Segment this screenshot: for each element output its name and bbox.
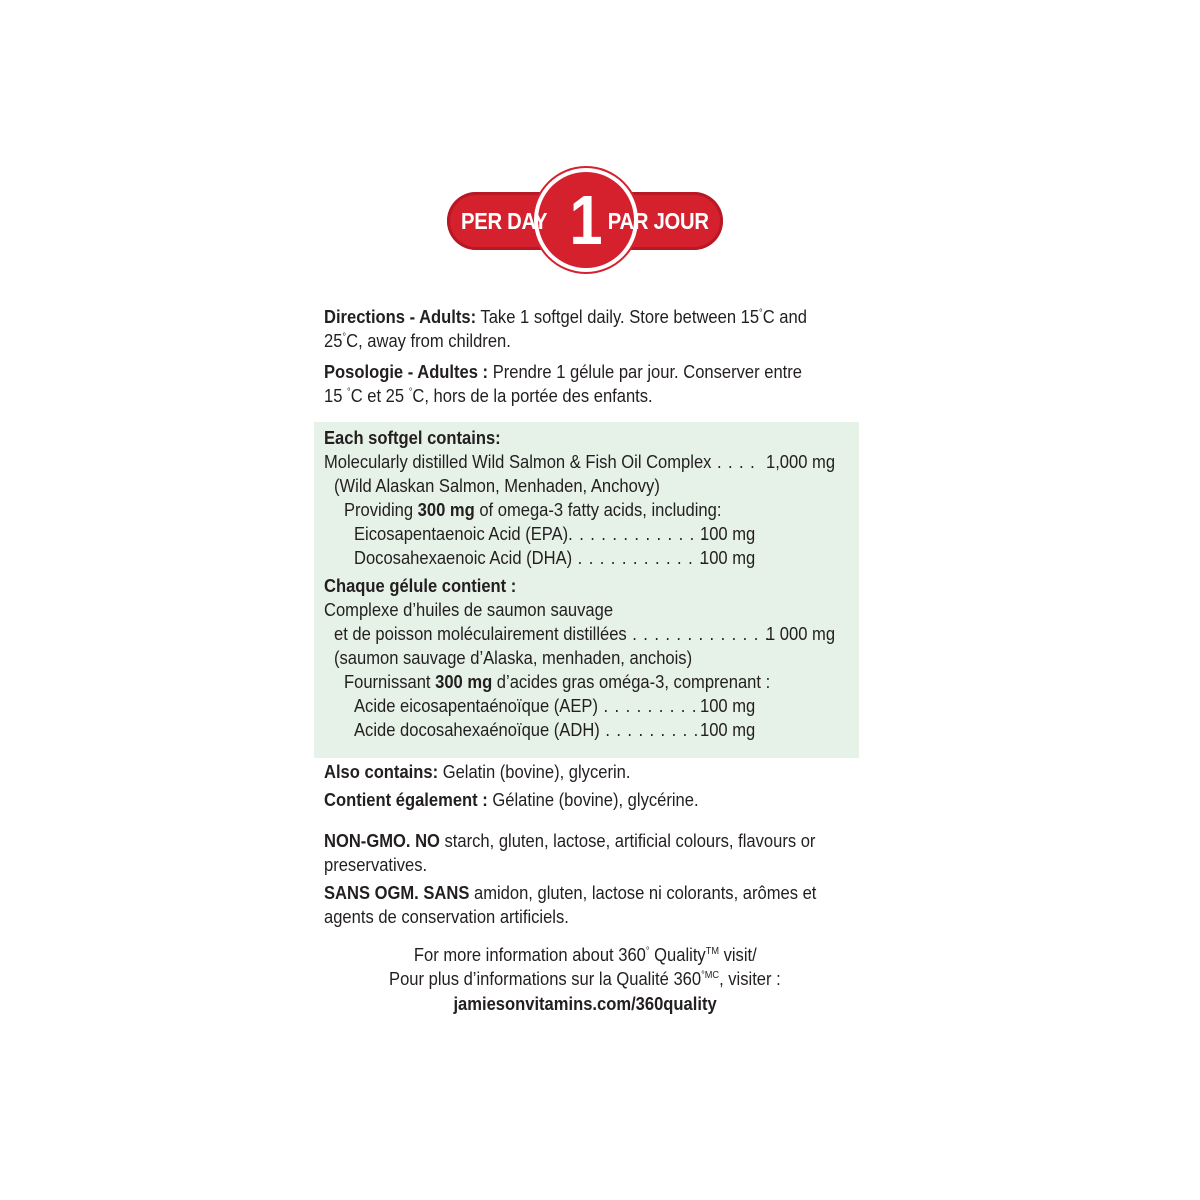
- providing-text: Fournissant: [344, 672, 436, 692]
- ingredient-amount: 100 mg: [700, 524, 756, 544]
- posologie-text: C et 25: [350, 386, 409, 406]
- ingredient-sources-english: (Wild Alaskan Salmon, Menhaden, Anchovy): [334, 476, 660, 496]
- also-contains-french: [324, 788, 731, 812]
- footer-text: Pour plus d’informations sur la Qualité 360: [389, 969, 702, 989]
- also-contains-english: [324, 760, 657, 784]
- degree-sign: °: [408, 387, 413, 398]
- providing-text: Providing: [344, 500, 418, 520]
- badge-label-french: PAR JOUR: [608, 208, 709, 234]
- ingredient-sources-french: (saumon sauvage d’Alaska, menhaden, anchois): [334, 648, 693, 668]
- non-gmo-claims-english: NON-GMO. NO starch, gluten, lactose, artificial colours, flavours or preservatives.: [324, 831, 816, 875]
- directions-english: [324, 305, 849, 353]
- leader-dots: . . . . . . . . . . . .: [572, 548, 705, 568]
- ingredients-heading-english: [324, 426, 516, 450]
- also-label: Contient également :: [324, 790, 488, 810]
- ingredient-name: Eicosapentaenoic Acid (EPA): [354, 524, 569, 544]
- degree-sign: °: [342, 332, 347, 343]
- providing-amount: 300 mg: [417, 500, 475, 520]
- ingredient-name: Molecularly distilled Wild Salmon & Fish Oil Complex: [324, 452, 712, 472]
- ingredient-name: Docosahexaenoic Acid (DHA): [354, 548, 573, 568]
- ingredient-complex-french-cont: [334, 622, 808, 646]
- ingredient-epa: [354, 522, 737, 546]
- degree-sign: °: [759, 308, 763, 319]
- footer-url[interactable]: [300, 992, 870, 1016]
- leader-dots: . . . . . . . . .: [597, 696, 698, 716]
- ingredient-aep: [354, 694, 727, 718]
- omega3-providing-french: [344, 670, 807, 694]
- trademark-sign: TM: [705, 946, 719, 957]
- directions-text: C, away from children.: [346, 331, 511, 351]
- also-text: Gelatin (bovine), glycerin.: [438, 762, 631, 782]
- per-day-badge: [447, 172, 723, 268]
- directions-text: C and: [762, 307, 807, 327]
- claims-text: starch, gluten, lactose, artificial colours, flavours or: [439, 831, 816, 851]
- ingredient-name: Acide docosahexaénoïque (ADH): [354, 720, 600, 740]
- footer-text: For more information about 360: [413, 945, 646, 965]
- ingredient-dha: [354, 546, 735, 570]
- also-text: Gélatine (bovine), glycérine.: [487, 790, 699, 810]
- directions-text: 25: [324, 331, 343, 351]
- ingredients-heading-french: [324, 574, 533, 598]
- ingredient-adh: [354, 718, 729, 742]
- ingredient-amount: 100 mg: [700, 696, 756, 716]
- footer-info-english: [300, 943, 870, 967]
- degree-sign: °: [645, 946, 650, 957]
- directions-french: [324, 360, 844, 408]
- footer-text: , visiter :: [719, 969, 781, 989]
- degree-sign: °: [347, 387, 351, 398]
- ingredient-complex-french: Complexe d’huiles de saumon sauvage: [324, 600, 614, 620]
- providing-text: d’acides gras oméga-3, comprenant :: [492, 672, 771, 692]
- ingredient-amount: 1,000 mg: [766, 452, 836, 472]
- claims-label: NON-GMO. NO: [324, 831, 440, 851]
- leader-dots: . . . . . . . . . . . . .: [568, 524, 707, 544]
- directions-text: Take 1 softgel daily. Store between 15: [480, 307, 760, 327]
- claims-text: amidon, gluten, lactose ni colorants, arômes et: [469, 883, 817, 903]
- providing-text: of omega-3 fatty acids, including:: [474, 500, 722, 520]
- leader-dots: . . . . . . . . . . . . .: [626, 624, 771, 644]
- footer-text: visit/: [718, 945, 757, 965]
- ingredient-amount: 100 mg: [700, 548, 756, 568]
- ingredient-amount: 100 mg: [700, 720, 756, 740]
- leader-dots: . . . .: [711, 452, 756, 472]
- non-gmo-claims-french: SANS OGM. SANS amidon, gluten, lactose ni colorants, arômes et agents de conservation artificiels.: [324, 883, 817, 927]
- leader-dots: . . . . . . . . .: [599, 720, 700, 740]
- claims-label: SANS OGM. SANS: [324, 883, 470, 903]
- ingredient-complex-english: [324, 450, 793, 474]
- website-link[interactable]: jamiesonvitamins.com/360quality: [453, 994, 717, 1014]
- posologie-text: C, hors de la portée des enfants.: [412, 386, 653, 406]
- heading-text: Chaque gélule contient :: [324, 576, 517, 596]
- trademark-sign: °MC: [701, 970, 720, 981]
- posologie-text: 15: [324, 386, 348, 406]
- also-label: Also contains:: [324, 762, 439, 782]
- badge-label-english: PER DAY: [461, 208, 548, 234]
- ingredient-amount: 1 000 mg: [766, 624, 836, 644]
- ingredient-name: Acide eicosapentaénoïque (AEP): [354, 696, 598, 716]
- posologie-label: Posologie - Adultes :: [324, 362, 489, 382]
- omega3-providing-english: [344, 498, 754, 522]
- posologie-text: Prendre 1 gélule par jour. Conserver entre: [492, 362, 802, 382]
- badge-number: 1: [569, 181, 603, 259]
- heading-text: Each softgel contains:: [324, 428, 501, 448]
- footer-text: Quality: [649, 945, 706, 965]
- providing-amount: 300 mg: [435, 672, 493, 692]
- directions-label: Directions - Adults:: [324, 307, 477, 327]
- ingredient-name: et de poisson moléculairement distillées: [334, 624, 627, 644]
- footer-info-french: [300, 967, 870, 991]
